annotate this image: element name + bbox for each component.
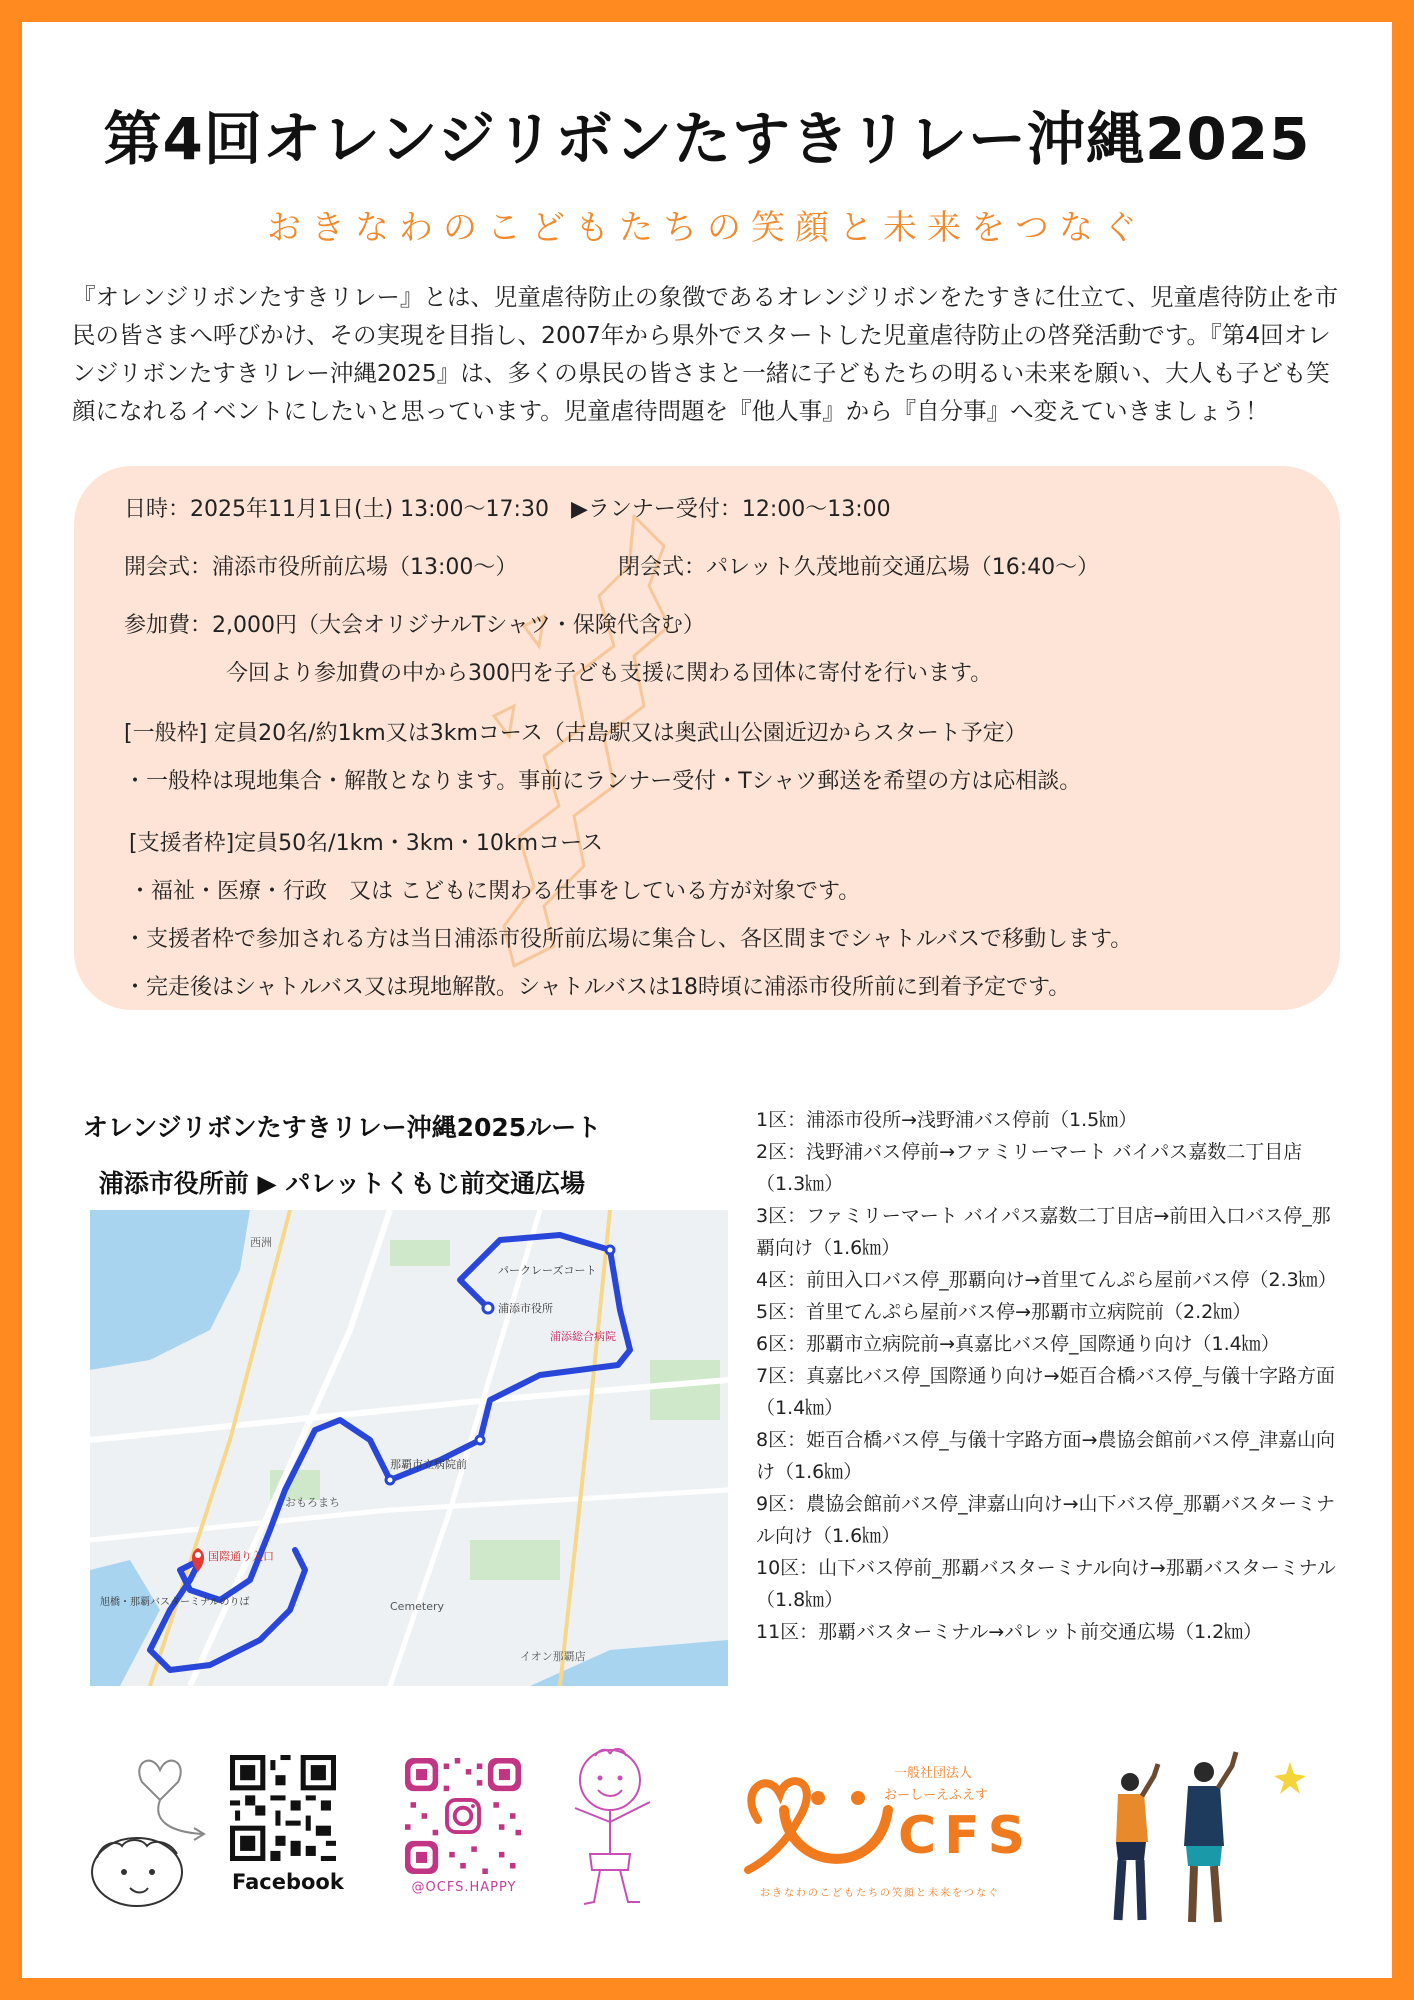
poster-sheet xyxy=(22,22,1392,1978)
route-section: 1区：浦添市役所→浅野浦バス停前（1.5㎞） xyxy=(756,1109,1138,1131)
runners-photo xyxy=(1082,1742,1322,1942)
face-doodle-icon xyxy=(82,1742,242,1912)
org-small-1: 一般社団法人 xyxy=(894,1766,973,1781)
facebook-qr-code[interactable] xyxy=(230,1755,336,1861)
map-label-sogo: 浦添総合病院 xyxy=(550,1330,616,1343)
route-section: 6区：那覇市立病院前→真嘉比バス停_国際通り向け（1.4㎞） xyxy=(756,1333,1280,1355)
route-section: 5区：首里てんぷら屋前バス停→那覇市立病院前（2.2㎞） xyxy=(756,1301,1252,1323)
route-section: 9区：農協会館前バス停_津嘉山向け→山下バス停_那覇バスターミナル向け（1.6㎞） xyxy=(756,1493,1336,1547)
event-datetime: 日時：2025年11月1日(土) 13:00〜17:30 ▶ランナー受付：12:00〜13:00 xyxy=(124,497,891,522)
route-sections-list xyxy=(756,1104,1336,1648)
map-label-parkways: パークレーズコート xyxy=(498,1264,597,1277)
general-category: [一般枠] 定員20名/約1km又は3kmコース（古島駅又は奥武山公園近辺からスタート予定） xyxy=(124,721,1027,746)
subtitle: おきなわのこどもたちの笑顔と未来をつなぐ xyxy=(267,208,1147,248)
page-title: 第4回オレンジリボンたすきリレー沖縄2025 xyxy=(103,105,1311,173)
route-section: 3区：ファミリーマート バイパス嘉数二丁目店→前田入口バス停_那覇向け（1.6㎞） xyxy=(756,1205,1331,1259)
route-subheading: 浦添市役所前 ▶ パレットくもじ前交通広場 xyxy=(98,1169,586,1198)
closing-ceremony: 閉会式：パレット久茂地前交通広場（16:40〜） xyxy=(618,555,1100,580)
general-note: ・一般枠は現地集合・解散となります。事前にランナー受付・Tシャツ郵送を希望の方は応相談。 xyxy=(124,769,1082,794)
opening-ceremony: 開会式：浦添市役所前広場（13:00〜） xyxy=(124,555,518,580)
map-label-terminal: 旭橋・那覇バスターミナルのりば xyxy=(100,1597,250,1608)
route-section: 10区：山下バス停前_那覇バスターミナル向け→那覇バスターミナル（1.8㎞） xyxy=(756,1557,1336,1611)
route-map xyxy=(90,1210,728,1686)
supporter-note-2: ・支援者枠で参加される方は当日浦添市役所前広場に集合し、各区間までシャトルバスで移動します。 xyxy=(124,927,1133,952)
instagram-qr-code[interactable] xyxy=(405,1758,521,1874)
event-info-box xyxy=(74,466,1340,1010)
route-section: 2区：浅野浦バス停前→ファミリーマート バイパス嘉数二丁目店（1.3㎞） xyxy=(756,1141,1303,1195)
map-label-aeon: イオン那覇店 xyxy=(520,1650,586,1663)
map-label-omoromachi: おもろまち xyxy=(285,1496,340,1509)
supporter-note-3: ・完走後はシャトルバス又は現地解散。シャトルバスは18時頃に浦添市役所前に到着予定です。 xyxy=(124,975,1071,1000)
route-section: 11区：那覇バスターミナル→パレット前交通広場（1.2㎞） xyxy=(756,1621,1263,1643)
instagram-label[interactable]: @OCFS.HAPPY xyxy=(411,1880,517,1895)
route-section: 4区：前田入口バス停_那覇向け→首里てんぷら屋前バス停（2.3㎞） xyxy=(756,1269,1337,1291)
map-label-nishi: 西洲 xyxy=(250,1236,272,1249)
route-section: 7区：真嘉比バス停_国際通り向け→姫百合橋バス停_与儀十字路方面（1.4㎞） xyxy=(756,1365,1336,1419)
participation-fee: 参加費：2,000円（大会オリジナルTシャツ・保険代含む） xyxy=(124,613,705,638)
org-tagline: おきなわのこどもたちの笑顔と未来をつなぐ xyxy=(760,1888,1000,1899)
route-section: 8区：姫百合橋バス停_与儀十字路方面→農協会館前バス停_津嘉山向け（1.6㎞） xyxy=(756,1429,1336,1483)
child-doodle-icon xyxy=(550,1742,670,1912)
map-label-kokusai: 国際通り入口 xyxy=(208,1550,274,1563)
supporter-category: [支援者枠]定員50名/1km・3km・10kmコース xyxy=(129,831,603,856)
route-heading: オレンジリボンたすきリレー沖縄2025ルート xyxy=(82,1113,602,1142)
intro-text: 『オレンジリボンたすきリレー』とは、児童虐待防止の象徴であるオレンジリボンをたすきに仕立て、児童虐待防止を市民の皆さまへ呼びかけ、その実現を目指し、2007年から県外でスタートした児童虐待防止の啓発活動です。『第4回オレンジリボンたすきリレー沖縄2025』は、多くの県民の皆さまと一緒に子どもたちの明るい未来を願い、大人も子ども笑顔になれるイベントにしたいと思っています。児童虐待問題を『他人事』から『自分事』へ変えていきましょう！ xyxy=(72,283,1339,425)
supporter-note-1: ・福祉・医療・行政 又は こどもに関わる仕事をしている方が対象です。 xyxy=(129,879,861,904)
org-name: CFS xyxy=(898,1806,1034,1866)
facebook-label[interactable]: Facebook xyxy=(232,1870,344,1894)
map-label-hospital: 那覇市立病院前 xyxy=(390,1458,467,1471)
map-label-city-hall: 浦添市役所 xyxy=(498,1302,553,1315)
org-small-2: おーしーえふえす xyxy=(884,1788,989,1803)
map-label-cemetery: Cemetery xyxy=(390,1600,445,1613)
fee-note: 今回より参加費の中から300円を子ども支援に関わる団体に寄付を行います。 xyxy=(226,661,993,686)
